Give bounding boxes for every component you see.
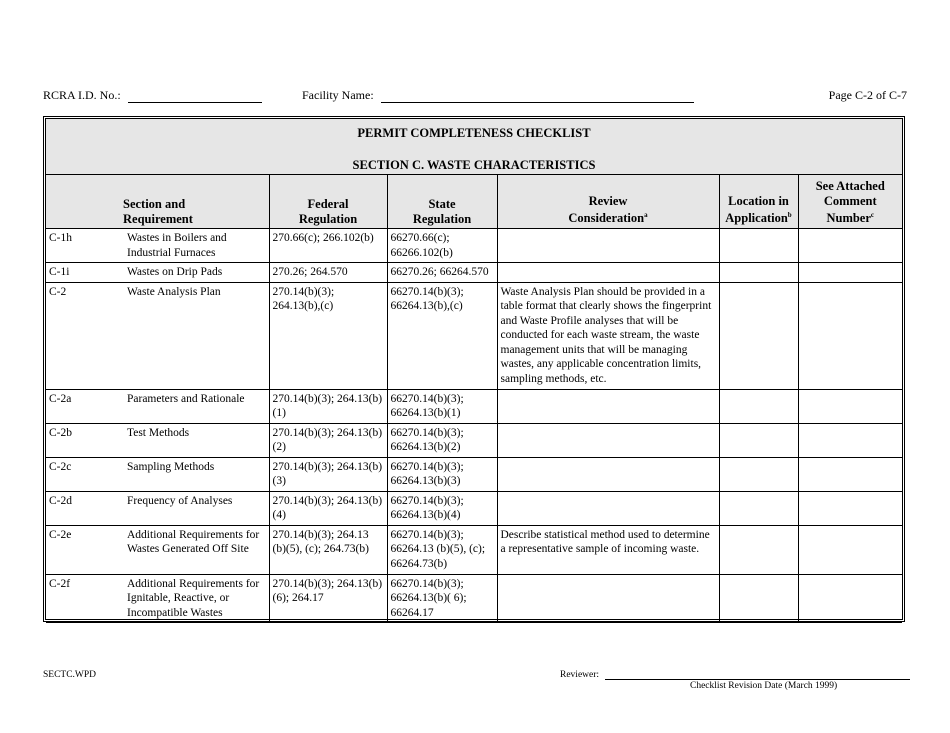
row-id: C-2d: [46, 491, 125, 525]
col-location-in-application: [719, 175, 798, 229]
row-review: Describe statistical method used to determine a representative sample of incoming waste.: [497, 525, 719, 574]
table-row: [46, 423, 902, 457]
col-state-line1: State: [428, 197, 456, 211]
row-id: C-2f: [46, 574, 125, 623]
revision-date: Checklist Revision Date (March 1999): [690, 681, 838, 691]
table-header-row: [46, 175, 902, 229]
row-location-cell[interactable]: [719, 525, 798, 574]
title-line2: SECTION C. WASTE CHARACTERISTICS: [352, 158, 596, 172]
row-id: C-1h: [46, 229, 125, 263]
row-comment-cell[interactable]: [798, 229, 902, 263]
table-row: [46, 525, 902, 574]
row-requirement: Wastes in Boilers and Industrial Furnaces: [125, 229, 269, 263]
col-location-line2-wrap: [723, 208, 795, 226]
row-federal: 270.14(b)(3); 264.13(b)(3): [269, 457, 387, 491]
row-state: 66270.14(b)(3); 66264.13(b)(4): [387, 491, 497, 525]
row-review: [497, 263, 719, 283]
row-location-cell[interactable]: [719, 263, 798, 283]
row-location-cell[interactable]: [719, 574, 798, 623]
col-comment-line1: See Attached: [815, 179, 885, 194]
row-requirement: Wastes on Drip Pads: [125, 263, 269, 283]
row-federal: 270.26; 264.570: [269, 263, 387, 283]
page-number: Page C-2 of C-7: [828, 88, 907, 102]
reviewer-field: [560, 670, 910, 680]
row-federal: 270.14(b)(3); 264.13 (b)(5), (c); 264.73(b): [269, 525, 387, 574]
checklist-frame: [43, 116, 905, 622]
row-state: 66270.26; 66264.570: [387, 263, 497, 283]
rcra-id-label: RCRA I.D. No.:: [43, 88, 121, 102]
file-name: SECTC.WPD: [43, 670, 97, 680]
row-id: C-2a: [46, 389, 125, 423]
row-comment-cell[interactable]: [798, 423, 902, 457]
col-state-regulation: [387, 175, 497, 229]
facility-name-label: Facility Name:: [302, 88, 374, 102]
row-location-cell[interactable]: [719, 282, 798, 389]
row-comment-cell[interactable]: [798, 457, 902, 491]
col-review-consideration: [497, 175, 719, 229]
row-review: [497, 389, 719, 423]
col-review-line2: Consideration: [568, 211, 645, 226]
col-location-line1: Location in: [728, 193, 789, 208]
checklist-table: [46, 174, 902, 623]
checklist-title: [46, 119, 902, 175]
col-federal-line1: Federal: [307, 197, 349, 211]
row-review: [497, 457, 719, 491]
row-state: 66270.14(b)(3); 66264.13(b),(c): [387, 282, 497, 389]
reviewer-label: Reviewer:: [560, 670, 600, 680]
row-location-cell[interactable]: [719, 423, 798, 457]
row-location-cell[interactable]: [719, 457, 798, 491]
row-review: [497, 574, 719, 623]
row-review: [497, 229, 719, 263]
table-row: [46, 574, 902, 623]
row-comment-cell[interactable]: [798, 491, 902, 525]
footnote-a: a: [644, 211, 648, 220]
facility-name-field: [302, 88, 694, 103]
table-row: [46, 389, 902, 423]
row-state: 66270.14(b)(3); 66264.13 (b)(5), (c); 66264.73(b): [387, 525, 497, 574]
col-section-line1: Section and: [123, 197, 186, 211]
row-review: [497, 491, 719, 525]
row-federal: 270.14(b)(3); 264.13(b)(6); 264.17: [269, 574, 387, 623]
row-location-cell[interactable]: [719, 229, 798, 263]
row-federal: 270.14(b)(3); 264.13(b)(1): [269, 389, 387, 423]
table-row: [46, 457, 902, 491]
row-requirement: Waste Analysis Plan: [125, 282, 269, 389]
row-requirement: Additional Requirements for Ignitable, Reactive, or Incompatible Wastes: [125, 574, 269, 623]
row-id: C-2: [46, 282, 125, 389]
table-row: [46, 282, 902, 389]
col-review-line2-wrap: [501, 208, 716, 226]
col-section-line2: Requirement: [123, 211, 193, 226]
row-requirement: Additional Requirements for Wastes Generated Off Site: [125, 525, 269, 574]
row-comment-cell[interactable]: [798, 389, 902, 423]
col-federal-regulation: [269, 175, 387, 229]
row-federal: 270.14(b)(3); 264.13(b)(2): [269, 423, 387, 457]
row-state: 66270.14(b)(3); 66264.13(b)(2): [387, 423, 497, 457]
row-location-cell[interactable]: [719, 389, 798, 423]
col-federal-line2: Regulation: [298, 211, 358, 226]
row-comment-cell[interactable]: [798, 525, 902, 574]
reviewer-blank[interactable]: [605, 670, 910, 680]
row-state: 66270.14(b)(3); 66264.13(b)(3): [387, 457, 497, 491]
col-state-line2: Regulation: [412, 211, 472, 226]
row-comment-cell[interactable]: [798, 263, 902, 283]
rcra-id-blank[interactable]: [128, 90, 262, 103]
row-federal: 270.14(b)(3); 264.13(b)(4): [269, 491, 387, 525]
col-comment-line3: Number: [826, 211, 871, 226]
row-federal: 270.14(b)(3); 264.13(b),(c): [269, 282, 387, 389]
row-review: [497, 423, 719, 457]
row-requirement: Sampling Methods: [125, 457, 269, 491]
row-requirement: Parameters and Rationale: [125, 389, 269, 423]
footnote-c: c: [870, 211, 875, 220]
row-id: C-2b: [46, 423, 125, 457]
row-state: 66270.14(b)(3); 66264.13(b)(1): [387, 389, 497, 423]
facility-name-blank[interactable]: [381, 90, 694, 103]
row-requirement: Test Methods: [125, 423, 269, 457]
table-row: [46, 263, 902, 283]
row-state: 66270.14(b)(3); 66264.13(b)( 6); 66264.17: [387, 574, 497, 623]
row-comment-cell[interactable]: [798, 574, 902, 623]
title-line1: PERMIT COMPLETENESS CHECKLIST: [357, 126, 591, 140]
row-state: 66270.66(c); 66266.102(b): [387, 229, 497, 263]
row-id: C-2c: [46, 457, 125, 491]
rcra-id-field: [43, 88, 262, 103]
col-attached-comment: [798, 175, 902, 229]
row-federal: 270.66(c); 266.102(b): [269, 229, 387, 263]
col-comment-line2: Comment: [823, 193, 877, 208]
row-id: C-1i: [46, 263, 125, 283]
row-review: Waste Analysis Plan should be provided in a table format that clearly shows the fingerprint and Waste Profile analyses that will be conducted for each waste stream, the waste management units that will be managing wastes, any applicable concentration limits, sampling methods, etc.: [497, 282, 719, 389]
col-location-line2: Application: [725, 211, 788, 226]
col-comment-line3-wrap: [802, 208, 900, 226]
col-section-requirement: [46, 175, 269, 229]
footnote-b: b: [787, 211, 792, 220]
row-location-cell[interactable]: [719, 491, 798, 525]
row-comment-cell[interactable]: [798, 282, 902, 389]
table-row: [46, 491, 902, 525]
table-row: [46, 229, 902, 263]
row-id: C-2e: [46, 525, 125, 574]
col-review-line1: Review: [588, 193, 628, 208]
row-requirement: Frequency of Analyses: [125, 491, 269, 525]
